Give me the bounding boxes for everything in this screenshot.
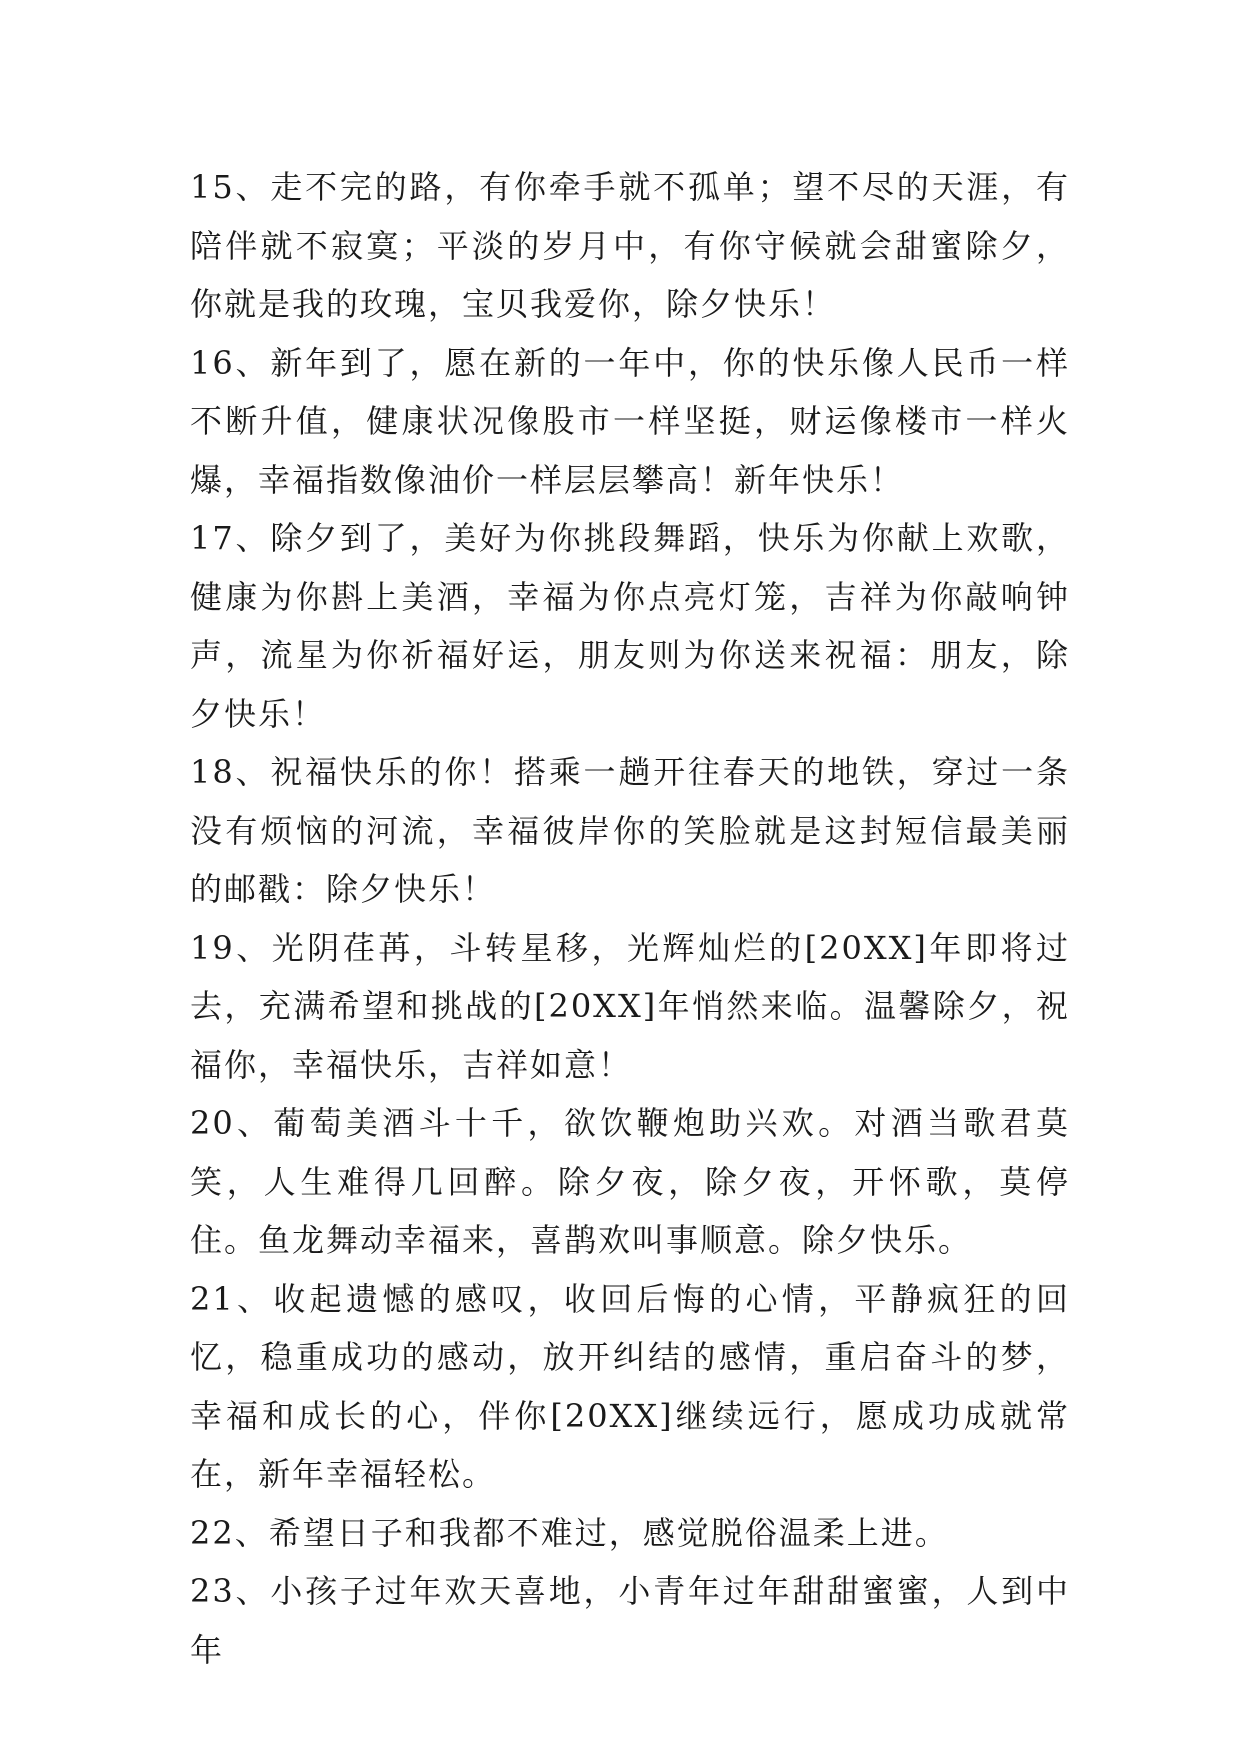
paragraph-16: 16、新年到了，愿在新的一年中，你的快乐像人民币一样不断升值，健康状况像股市一样坚挺，财运像楼市一样火爆，幸福指数像油价一样层层攀高！新年快乐！: [190, 343, 1070, 499]
paragraph-18: 18、祝福快乐的你！搭乘一趟开往春天的地铁，穿过一条没有烦恼的河流，幸福彼岸你的笑脸就是这封短信最美丽的邮戳：除夕快乐！: [190, 753, 1070, 908]
paragraph-20: 20、葡萄美酒斗十千，欲饮鞭炮助兴欢。对酒当歌君莫笑，人生难得几回醉。除夕夜，除夕夜，开怀歌，莫停住。鱼龙舞动幸福来，喜鹊欢叫事顺意。除夕快乐。: [190, 1104, 1070, 1259]
paragraph-19: 19、光阴荏苒，斗转星移，光辉灿烂的[20XX]年即将过去，充满希望和挑战的[20XX]年悄然来临。温馨除夕，祝福你，幸福快乐，吉祥如意！: [190, 928, 1070, 1084]
paragraph-17: 17、除夕到了，美好为你挑段舞蹈，快乐为你献上欢歌，健康为你斟上美酒，幸福为你点亮灯笼，吉祥为你敲响钟声，流星为你祈福好运，朋友则为你送来祝福：朋友，除夕快乐！: [190, 519, 1070, 733]
paragraph-23: 23、小孩子过年欢天喜地，小青年过年甜甜蜜蜜，人到中年: [190, 1572, 1070, 1669]
paragraph-21: 21、收起遗憾的感叹，收回后悔的心情，平静疯狂的回忆，稳重成功的感动，放开纠结的感情，重启奋斗的梦，幸福和成长的心，伴你[20XX]继续远行，愿成功成就常在，新年幸福轻松。: [190, 1279, 1070, 1493]
document-body: [190, 158, 1070, 1679]
paragraph-15: 15、走不完的路，有你牵手就不孤单；望不尽的天涯，有陪伴就不寂寞；平淡的岁月中，有你守候就会甜蜜除夕，你就是我的玫瑰，宝贝我爱你，除夕快乐！: [190, 168, 1070, 323]
paragraph-22: 22、希望日子和我都不难过，感觉脱俗温柔上进。: [190, 1513, 949, 1552]
